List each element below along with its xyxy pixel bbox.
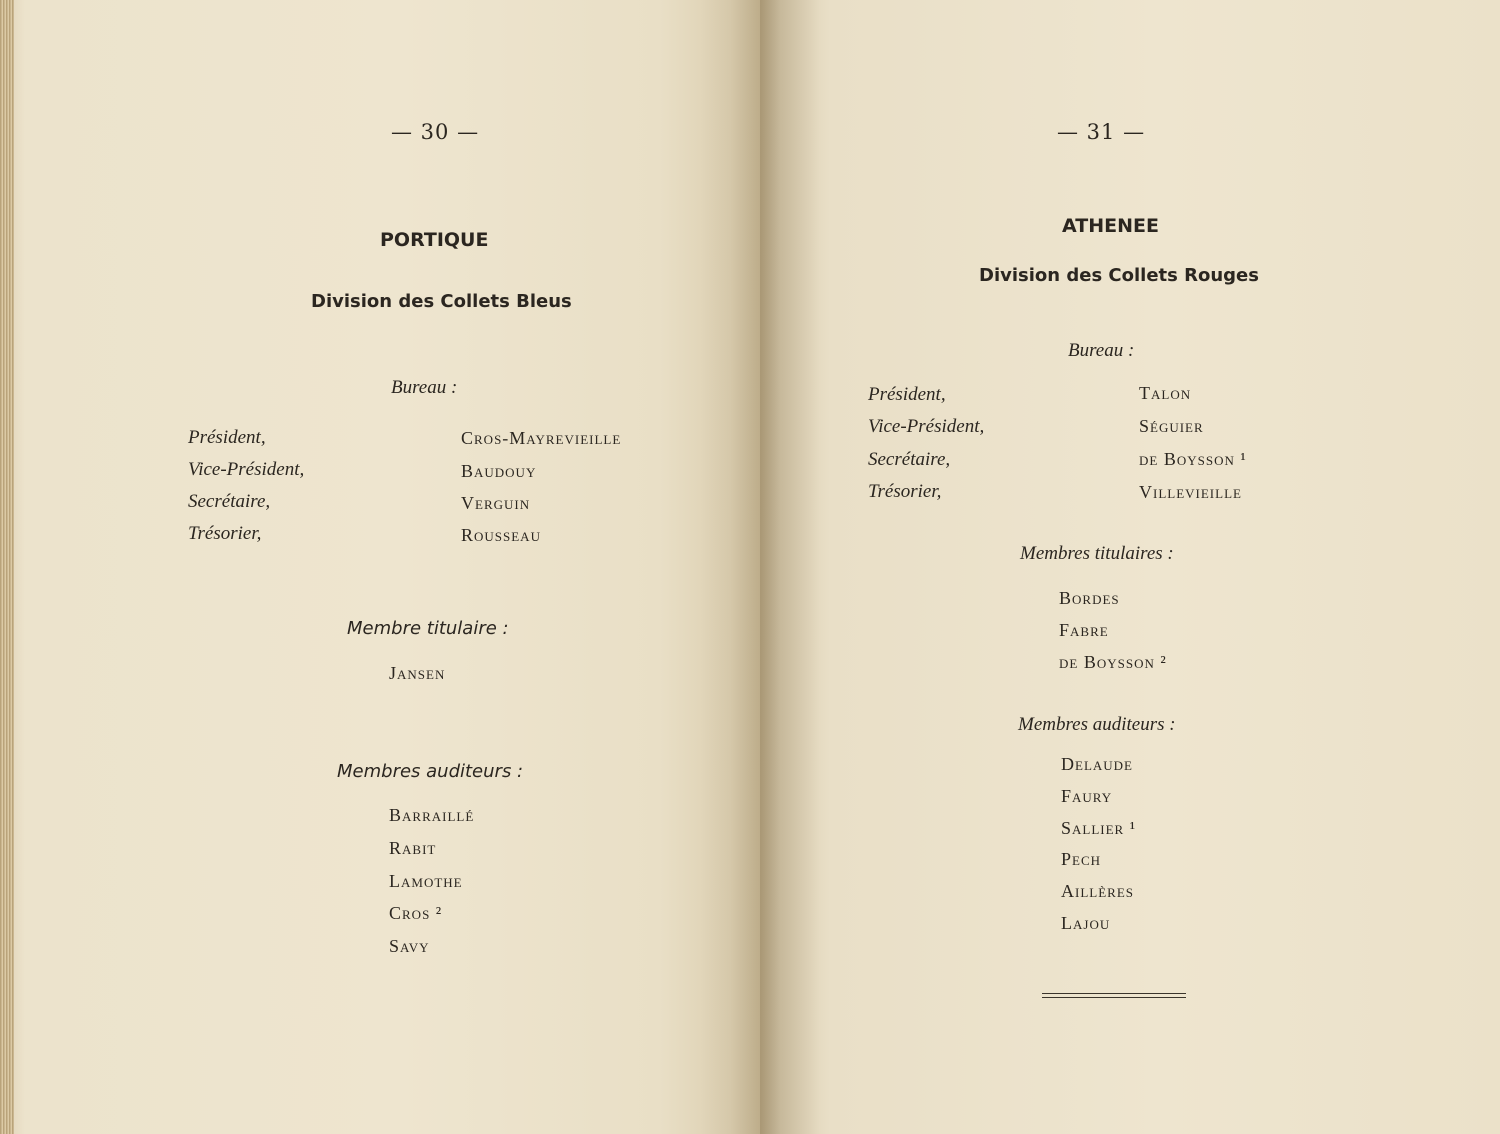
left-auditor-name: Cros ² xyxy=(389,903,443,923)
right-officer-role: Vice-Président, xyxy=(868,416,985,437)
right-titular-name: Bordes xyxy=(1059,588,1120,608)
right-division-title: Division des Collets Rouges xyxy=(979,265,1259,286)
page-edges xyxy=(0,0,14,1134)
right-bureau-label: Bureau : xyxy=(1068,340,1135,361)
left-officer-role: Trésorier, xyxy=(188,523,262,544)
left-auditor-name: Savy xyxy=(389,936,430,956)
left-division-title: Division des Collets Bleus xyxy=(311,291,572,312)
right-officer-name: Talon xyxy=(1139,383,1192,403)
left-auditor-name: Barraillé xyxy=(389,805,475,825)
left-auditors-label: Membres auditeurs : xyxy=(337,761,524,782)
right-officer-name: de Boysson ¹ xyxy=(1139,449,1247,469)
right-auditor-name: Faury xyxy=(1061,786,1113,806)
right-officer-name: Séguier xyxy=(1139,416,1204,436)
left-titular-label: Membre titulaire : xyxy=(347,618,509,639)
right-officer-name: Villevieille xyxy=(1139,482,1242,502)
right-auditor-name: Sallier ¹ xyxy=(1061,818,1137,838)
left-page-number: — 30 — xyxy=(391,120,480,144)
right-titular-name: Fabre xyxy=(1059,620,1109,640)
left-officer-name: Rousseau xyxy=(461,525,541,545)
right-auditor-name: Lajou xyxy=(1061,913,1111,933)
right-officer-role: Président, xyxy=(868,384,946,405)
left-section-title: PORTIQUE xyxy=(380,229,489,251)
left-officer-role: Secrétaire, xyxy=(188,491,271,512)
end-double-rule xyxy=(1042,993,1186,998)
right-titular-label: Membres titulaires : xyxy=(1020,543,1174,564)
left-officer-role: Président, xyxy=(188,427,266,448)
left-bureau-label: Bureau : xyxy=(391,377,458,398)
right-officer-role: Trésorier, xyxy=(868,481,942,502)
right-auditors-label: Membres auditeurs : xyxy=(1018,714,1176,735)
gutter-shadow xyxy=(700,0,820,1134)
right-page xyxy=(760,0,1500,1134)
left-auditor-name: Rabit xyxy=(389,838,437,858)
right-auditor-name: Delaude xyxy=(1061,754,1133,774)
right-page-number: — 31 — xyxy=(1057,120,1146,144)
left-officer-name: Verguin xyxy=(461,493,531,513)
right-auditor-name: Pech xyxy=(1061,849,1102,869)
left-officer-name: Cros-Mayrevieille xyxy=(461,428,622,448)
right-section-title: ATHENEE xyxy=(1062,215,1159,237)
left-titular-name: Jansen xyxy=(389,663,446,683)
left-officer-name: Baudouy xyxy=(461,461,537,481)
right-auditor-name: Aillères xyxy=(1061,881,1134,901)
right-titular-name: de Boysson ² xyxy=(1059,652,1167,672)
right-officer-role: Secrétaire, xyxy=(868,449,951,470)
left-auditor-name: Lamothe xyxy=(389,871,463,891)
left-officer-role: Vice-Président, xyxy=(188,459,305,480)
